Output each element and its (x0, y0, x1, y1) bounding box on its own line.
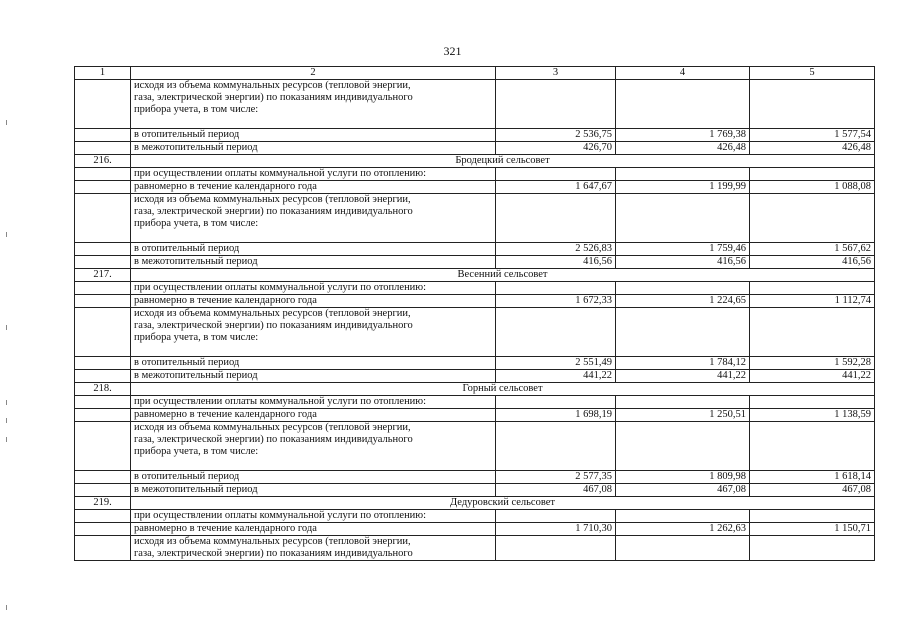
table-row (75, 484, 875, 497)
row-label: в отопительный период (131, 471, 496, 484)
value-cell-col4: 1 759,46 (616, 243, 750, 256)
value-cell-col5: 1 150,71 (750, 523, 875, 536)
row-number-cell (75, 194, 131, 243)
row-label: в отопительный период (131, 243, 496, 256)
value-cell-col3: 1 698,19 (496, 409, 616, 422)
section-title: Дедуровский сельсовет (131, 497, 875, 510)
value-cell-col3 (496, 308, 616, 357)
tariff-table (74, 66, 875, 561)
table-row (75, 523, 875, 536)
row-number-cell (75, 129, 131, 142)
value-cell-col4 (616, 168, 750, 181)
value-cell-col3 (496, 282, 616, 295)
section-title: Бродецкий сельсовет (131, 155, 875, 168)
table-row (75, 295, 875, 308)
column-header: 1 (75, 67, 131, 80)
value-cell-col3: 416,56 (496, 256, 616, 269)
description-row (75, 194, 875, 243)
row-number-cell (75, 536, 131, 561)
section-number: 219. (75, 497, 131, 510)
description-line: прибора учета, в том числе: (134, 332, 259, 343)
column-header-row (75, 67, 875, 80)
row-label: в межотопительный период (131, 142, 496, 155)
row-number-cell (75, 181, 131, 194)
row-description (131, 168, 496, 181)
table-row (75, 471, 875, 484)
table-row (75, 357, 875, 370)
value-cell-col5: 1 088,08 (750, 181, 875, 194)
row-description (131, 510, 496, 523)
row-number-cell (75, 484, 131, 497)
description-row (75, 536, 875, 561)
column-header: 3 (496, 67, 616, 80)
value-cell-col3: 467,08 (496, 484, 616, 497)
description-line: газа, электрической энергии) по показаниям индивидуального (134, 206, 413, 217)
row-number-cell (75, 308, 131, 357)
row-number-cell (75, 80, 131, 129)
description-line: при осуществлении оплаты коммунальной услуги по отоплению: (134, 510, 427, 521)
section-row (75, 155, 875, 168)
value-cell-col3: 2 551,49 (496, 357, 616, 370)
row-label: равномерно в течение календарного года (131, 295, 496, 308)
value-cell-col4: 467,08 (616, 484, 750, 497)
column-header: 4 (616, 67, 750, 80)
value-cell-col5 (750, 194, 875, 243)
value-cell-col3 (496, 168, 616, 181)
value-cell-col5: 1 577,54 (750, 129, 875, 142)
table-row (75, 243, 875, 256)
value-cell-col3 (496, 510, 616, 523)
section-row (75, 383, 875, 396)
value-cell-col3: 1 672,33 (496, 295, 616, 308)
value-cell-col4 (616, 80, 750, 129)
row-label: в межотопительный период (131, 370, 496, 383)
column-header: 5 (750, 67, 875, 80)
value-cell-col3 (496, 194, 616, 243)
value-cell-col5: 1 112,74 (750, 295, 875, 308)
description-line: исходя из объема коммунальных ресурсов (тепловой энергии, (134, 80, 411, 91)
row-number-cell (75, 422, 131, 471)
value-cell-col3 (496, 80, 616, 129)
value-cell-col4: 1 769,38 (616, 129, 750, 142)
description-row (75, 396, 875, 409)
value-cell-col4: 441,22 (616, 370, 750, 383)
value-cell-col3: 441,22 (496, 370, 616, 383)
description-line: при осуществлении оплаты коммунальной услуги по отоплению: (134, 168, 427, 179)
value-cell-col5: 467,08 (750, 484, 875, 497)
row-number-cell (75, 256, 131, 269)
description-line: исходя из объема коммунальных ресурсов (тепловой энергии, (134, 422, 411, 433)
description-row (75, 510, 875, 523)
row-number-cell (75, 396, 131, 409)
description-row (75, 308, 875, 357)
description-line: исходя из объема коммунальных ресурсов (тепловой энергии, (134, 308, 411, 319)
table-row (75, 256, 875, 269)
row-label: равномерно в течение календарного года (131, 181, 496, 194)
value-cell-col3: 426,70 (496, 142, 616, 155)
section-number: 217. (75, 269, 131, 282)
value-cell-col5: 1 567,62 (750, 243, 875, 256)
row-label: в отопительный период (131, 129, 496, 142)
row-label: равномерно в течение календарного года (131, 409, 496, 422)
section-number: 216. (75, 155, 131, 168)
description-line: газа, электрической энергии) по показаниям индивидуального (134, 548, 413, 559)
value-cell-col4 (616, 282, 750, 295)
value-cell-col3: 1 647,67 (496, 181, 616, 194)
value-cell-col4: 426,48 (616, 142, 750, 155)
row-description (131, 396, 496, 409)
value-cell-col4: 1 250,51 (616, 409, 750, 422)
value-cell-col4 (616, 536, 750, 561)
table-row (75, 409, 875, 422)
page-number: 321 (443, 44, 462, 58)
value-cell-col4 (616, 396, 750, 409)
description-line: прибора учета, в том числе: (134, 446, 259, 457)
description-line: исходя из объема коммунальных ресурсов (тепловой энергии, (134, 536, 411, 547)
value-cell-col5 (750, 396, 875, 409)
row-number-cell (75, 142, 131, 155)
value-cell-col4: 1 199,99 (616, 181, 750, 194)
value-cell-col5 (750, 282, 875, 295)
section-title: Весенний сельсовет (131, 269, 875, 282)
description-row (75, 282, 875, 295)
row-description (131, 308, 496, 357)
description-row (75, 168, 875, 181)
value-cell-col5 (750, 308, 875, 357)
value-cell-col4 (616, 308, 750, 357)
value-cell-col5: 441,22 (750, 370, 875, 383)
row-label: в межотопительный период (131, 484, 496, 497)
row-number-cell (75, 523, 131, 536)
value-cell-col5 (750, 422, 875, 471)
value-cell-col4: 1 784,12 (616, 357, 750, 370)
value-cell-col3 (496, 396, 616, 409)
row-description (131, 282, 496, 295)
description-line: прибора учета, в том числе: (134, 218, 259, 229)
description-line: газа, электрической энергии) по показаниям индивидуального (134, 320, 413, 331)
value-cell-col3: 1 710,30 (496, 523, 616, 536)
section-number: 218. (75, 383, 131, 396)
value-cell-col4: 1 809,98 (616, 471, 750, 484)
description-line: газа, электрической энергии) по показаниям индивидуального (134, 434, 413, 445)
value-cell-col5: 1 592,28 (750, 357, 875, 370)
value-cell-col4 (616, 194, 750, 243)
description-row (75, 80, 875, 129)
row-number-cell (75, 409, 131, 422)
description-line: при осуществлении оплаты коммунальной услуги по отоплению: (134, 282, 427, 293)
value-cell-col4: 1 262,63 (616, 523, 750, 536)
row-description (131, 80, 496, 129)
value-cell-col3: 2 577,35 (496, 471, 616, 484)
row-number-cell (75, 282, 131, 295)
section-title: Горный сельсовет (131, 383, 875, 396)
value-cell-col3 (496, 536, 616, 561)
value-cell-col5: 416,56 (750, 256, 875, 269)
value-cell-col5: 426,48 (750, 142, 875, 155)
description-line: при осуществлении оплаты коммунальной услуги по отоплению: (134, 396, 427, 407)
column-header: 2 (131, 67, 496, 80)
description-line: исходя из объема коммунальных ресурсов (тепловой энергии, (134, 194, 411, 205)
row-description (131, 422, 496, 471)
row-description (131, 194, 496, 243)
value-cell-col5 (750, 168, 875, 181)
value-cell-col4: 1 224,65 (616, 295, 750, 308)
description-line: прибора учета, в том числе: (134, 104, 259, 115)
table-row (75, 370, 875, 383)
row-number-cell (75, 510, 131, 523)
value-cell-col3 (496, 422, 616, 471)
section-row (75, 269, 875, 282)
row-number-cell (75, 370, 131, 383)
value-cell-col3: 2 526,83 (496, 243, 616, 256)
row-label: в отопительный период (131, 357, 496, 370)
row-number-cell (75, 471, 131, 484)
table-row (75, 181, 875, 194)
value-cell-col5 (750, 80, 875, 129)
row-number-cell (75, 295, 131, 308)
description-line: газа, электрической энергии) по показаниям индивидуального (134, 92, 413, 103)
row-description (131, 536, 496, 561)
value-cell-col5 (750, 510, 875, 523)
value-cell-col3: 2 536,75 (496, 129, 616, 142)
row-number-cell (75, 357, 131, 370)
row-number-cell (75, 243, 131, 256)
table-row (75, 142, 875, 155)
value-cell-col5: 1 138,59 (750, 409, 875, 422)
row-label: в межотопительный период (131, 256, 496, 269)
value-cell-col5 (750, 536, 875, 561)
row-label: равномерно в течение календарного года (131, 523, 496, 536)
value-cell-col4 (616, 422, 750, 471)
description-row (75, 422, 875, 471)
value-cell-col5: 1 618,14 (750, 471, 875, 484)
table-row (75, 129, 875, 142)
value-cell-col4: 416,56 (616, 256, 750, 269)
value-cell-col4 (616, 510, 750, 523)
section-row (75, 497, 875, 510)
row-number-cell (75, 168, 131, 181)
